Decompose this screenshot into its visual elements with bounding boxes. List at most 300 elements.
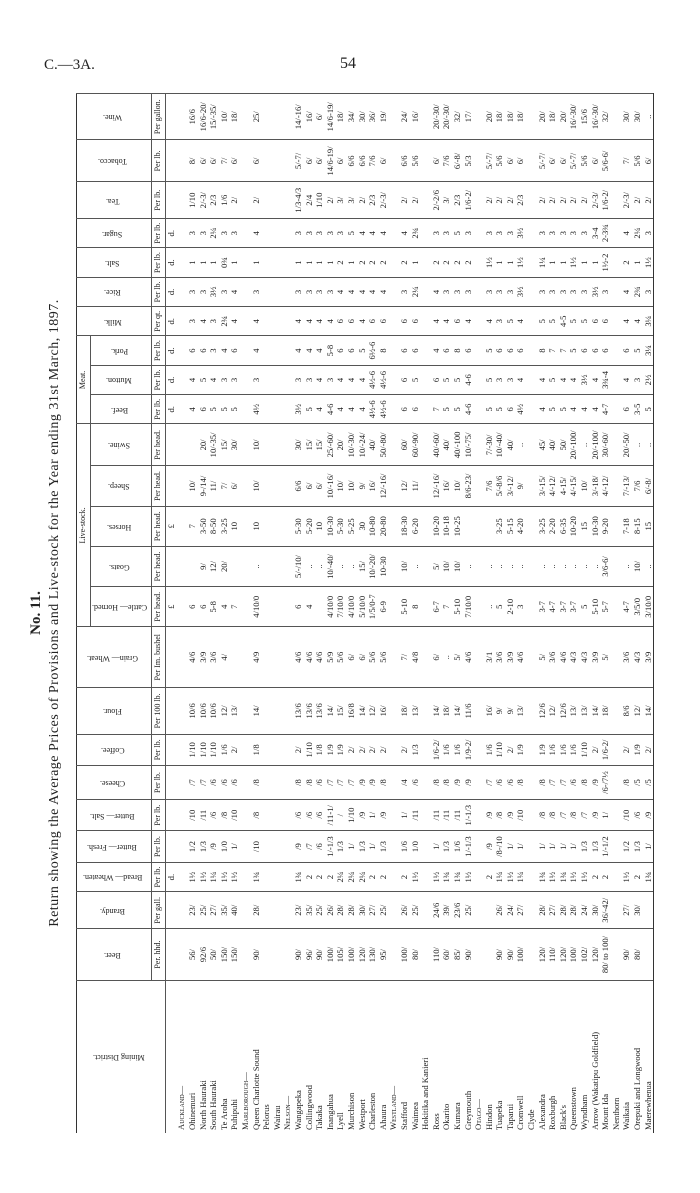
cell-flour: 13/6 [314, 688, 325, 735]
cell-tea: 2/-3/ [378, 182, 389, 219]
cell-beer: 102/ [579, 929, 590, 981]
cell-tobacco: 7/6 [367, 140, 378, 182]
unit-flour: Per 100 lb. [152, 688, 166, 735]
cell-tobacco: 5/6 [579, 140, 590, 182]
cell-flour: 9/ [505, 688, 516, 735]
cell-butter_salt [526, 800, 537, 831]
cell-butter_salt [272, 800, 283, 831]
cell-cattle: 8 [410, 587, 421, 627]
district-name: Greymouth [463, 981, 474, 1134]
cell-swine: 10/-75/ [463, 424, 474, 466]
cell-tobacco: 5/6 [632, 140, 643, 182]
header-sheep-label: Sheep. [108, 482, 130, 492]
cell-mutton: 4 [590, 365, 601, 394]
cell-empty [282, 424, 293, 466]
cell-wine: 19/ [378, 94, 389, 140]
cell-sugar: 2¾ [410, 219, 421, 248]
unit-horses: Per head. [152, 506, 166, 546]
cell-empty [388, 94, 399, 140]
cell-tea: 2/ [505, 182, 516, 219]
cell-cheese: /9 [463, 766, 474, 800]
cell-rice: 3 [452, 277, 463, 306]
cell-coffee: 1/6 [219, 734, 230, 765]
unit-sugar: Per lb. [152, 219, 166, 248]
cell-butter_fresh: 1/3 [579, 831, 590, 862]
cell-swine: 20/-50/ [621, 424, 632, 466]
header-pork [90, 336, 152, 365]
cell-mutton [261, 365, 272, 394]
table-row [399, 94, 410, 1134]
cell-milk: 4 [357, 307, 368, 336]
cell-flour: 10/6 [208, 688, 219, 735]
cell-brandy: 28/ [558, 892, 569, 929]
cell-coffee: 2/ [229, 734, 240, 765]
cell-empty [176, 94, 187, 140]
cell-empty [388, 831, 399, 862]
cell-tobacco: 6/ [643, 140, 654, 182]
cell-wine: 16/ [304, 94, 315, 140]
cell-salt: 2 [463, 248, 474, 277]
cell-flour: 12/ [219, 688, 230, 735]
cell-butter_fresh: 1/2 [187, 831, 198, 862]
cell-bread: 1½ [198, 862, 209, 892]
header-bread-label: Bread— Wheaten. [82, 873, 143, 883]
cell-empty [282, 277, 293, 306]
cell-rice: 3 [547, 277, 558, 306]
cell-bread [272, 862, 283, 892]
region-row [388, 94, 399, 1134]
cell-coffee: 2/ [346, 734, 357, 765]
cell-empty [473, 862, 484, 892]
cell-beer: 120/ [590, 929, 601, 981]
header-brandy-label: Brandy. [99, 906, 125, 916]
cell-tobacco: 6/ [590, 140, 601, 182]
unit-butter_salt: Per lb. [152, 800, 166, 831]
cell-flour: 12/6 [537, 688, 548, 735]
cell-butter_fresh: 1/-1/3 [463, 831, 474, 862]
cell-sheep: 4/-12/ [547, 466, 558, 506]
cell-swine: 40/ [547, 424, 558, 466]
unit-rice: Per lb. [152, 277, 166, 306]
cell-mutton [420, 365, 431, 394]
cell-mutton: 3 [505, 365, 516, 394]
cell-pork [611, 336, 622, 365]
cell-beer: 100/ [568, 929, 579, 981]
table-row [410, 94, 421, 1134]
cell-pork: 6½-6 [367, 336, 378, 365]
cell-salt [261, 248, 272, 277]
cell-cheese: /6 [219, 766, 230, 800]
district-name: North Hauraki [198, 981, 209, 1134]
cell-horses [261, 506, 272, 546]
cell-brandy: 28/ [568, 892, 579, 929]
table-row [261, 94, 272, 1134]
cell-salt: 2 [335, 248, 346, 277]
cell-grain [611, 627, 622, 688]
cell-empty [388, 395, 399, 424]
cell-pork: 6 [579, 336, 590, 365]
cell-grain: 3/6 [494, 627, 505, 688]
cell-flour: 14/ [251, 688, 262, 735]
cell-cheese: /9 [452, 766, 463, 800]
cell-flour: 13/6 [293, 688, 304, 735]
cell-swine: 15/ [314, 424, 325, 466]
cell-salt: 0¾ [219, 248, 230, 277]
cell-beef: 4 [346, 395, 357, 424]
cell-cheese: /6 [410, 766, 421, 800]
cell-wine: 16/-30/ [590, 94, 601, 140]
cell-flour: 10/6 [198, 688, 209, 735]
cell-flour: 16/8 [346, 688, 357, 735]
cell-coffee: 1/6 [452, 734, 463, 765]
cell-empty [282, 800, 293, 831]
cell-horses: 15 [643, 506, 654, 546]
cell-flour: 18/ [600, 688, 611, 735]
cell-milk: 5 [547, 307, 558, 336]
cell-grain [261, 627, 272, 688]
cell-empty [473, 929, 484, 981]
cell-pork: 5 [357, 336, 368, 365]
cell-grain: 4/3 [579, 627, 590, 688]
cell-butter_salt: /7 [579, 800, 590, 831]
cell-flour [611, 688, 622, 735]
region-name: Auckland— [176, 981, 187, 1134]
cell-coffee: 2/ [505, 734, 516, 765]
cell-cattle: 6-7 [431, 587, 442, 627]
cell-empty [473, 766, 484, 800]
cell-flour [272, 688, 283, 735]
cell-salt: 1 [187, 248, 198, 277]
cell-cattle: 3/10/0 [643, 587, 654, 627]
cell-butter_fresh [272, 831, 283, 862]
cell-flour [420, 688, 431, 735]
cell-goats [526, 546, 537, 586]
cell-brandy: 27/ [621, 892, 632, 929]
cell-grain: 4/6 [187, 627, 198, 688]
table-title: Return showing the Average Prices of Provisions and Live-stock for the Year ending 31st March, 1897. [47, 299, 62, 927]
cell-swine: 10/ [251, 424, 262, 466]
cell-goats: .. [484, 546, 495, 586]
cell-grain: 4/6 [463, 627, 474, 688]
table-row [314, 94, 325, 1134]
cell-sheep: 7/ [219, 466, 230, 506]
cell-brandy: 24/ [505, 892, 516, 929]
cell-tea: 1/6-2/ [463, 182, 474, 219]
cell-flour: 8/6 [621, 688, 632, 735]
cell-flour [526, 688, 537, 735]
cell-beer: 150/ [229, 929, 240, 981]
cell-sugar: 3 [484, 219, 495, 248]
cell-empty [388, 182, 399, 219]
cell-coffee: 1/9-2/ [463, 734, 474, 765]
cell-butter_salt: 1/ [600, 800, 611, 831]
cell-beef: 5 [208, 395, 219, 424]
cell-butter_fresh: 1/ [568, 831, 579, 862]
cell-horses: 5-30 [335, 506, 346, 546]
cell-empty [388, 336, 399, 365]
cell-goats: .. [515, 546, 526, 586]
table-row [643, 94, 654, 1134]
cell-goats: 20/ [219, 546, 230, 586]
cell-mutton: 4 [621, 365, 632, 394]
cell-beer: 80/ to 100/ [600, 929, 611, 981]
district-name: Taparui [505, 981, 516, 1134]
cell-cheese [272, 766, 283, 800]
cell-sugar: 3 [643, 219, 654, 248]
cell-mutton [272, 365, 283, 394]
cell-flour: 14/ [357, 688, 368, 735]
cell-sugar: 4 [357, 219, 368, 248]
unit-tea: Per lb. [152, 182, 166, 219]
cell-coffee: 1/10 [208, 734, 219, 765]
cell-butter_fresh: 1/ [558, 831, 569, 862]
prefix-bread: d. [165, 862, 176, 892]
cell-pork: 6 [600, 336, 611, 365]
cell-butter_fresh: 1/ [505, 831, 516, 862]
cell-salt: 1 [558, 248, 569, 277]
cell-butter_fresh: 1/ [515, 831, 526, 862]
cell-beer: 92/6 [198, 929, 209, 981]
cell-sheep: 10/-16/ [325, 466, 336, 506]
cell-empty [176, 688, 187, 735]
cell-wine: 16/6-20/ [198, 94, 209, 140]
cell-wine: 30/ [632, 94, 643, 140]
cell-grain [272, 627, 283, 688]
cell-wine: 6/ [314, 94, 325, 140]
cell-wine: 18/ [505, 94, 516, 140]
cell-flour: 15/ [335, 688, 346, 735]
cell-brandy: 27/ [208, 892, 219, 929]
cell-beer: 56/ [187, 929, 198, 981]
header-cattle [90, 587, 152, 627]
cell-sheep [611, 466, 622, 506]
cell-brandy: 25/ [378, 892, 389, 929]
cell-empty [176, 546, 187, 586]
cell-horses: 10-80 [367, 506, 378, 546]
cell-beer: 60/ [441, 929, 452, 981]
cell-beer: 85/ [452, 929, 463, 981]
cell-goats: .. [547, 546, 558, 586]
cell-pork: 6 [410, 336, 421, 365]
cell-swine: 20/-100/ [590, 424, 601, 466]
cell-brandy: 26/ [494, 892, 505, 929]
cell-cheese: /6 [568, 766, 579, 800]
cell-empty [240, 862, 251, 892]
unit-pork: Per lb. [152, 336, 166, 365]
cell-mutton: 5 [441, 365, 452, 394]
cell-tobacco: 7/ [219, 140, 230, 182]
table-row [568, 94, 579, 1134]
cell-sheep: 7/6 [484, 466, 495, 506]
cell-milk: 2¾ [219, 307, 230, 336]
header-tobacco-label: Tobacco. [97, 157, 127, 167]
cell-pork: 6 [441, 336, 452, 365]
cell-butter_salt: /8 [251, 800, 262, 831]
cell-sugar: 2¼ [632, 219, 643, 248]
unit-bread: Per lb. [152, 862, 166, 892]
cell-milk [261, 307, 272, 336]
cell-beer: 95/ [378, 929, 389, 981]
cell-butter_salt: /11 [452, 800, 463, 831]
cell-rice: 2¾ [632, 277, 643, 306]
cell-swine: 20/ [198, 424, 209, 466]
cell-bread: 2 [484, 862, 495, 892]
cell-sheep: 8/6-23/ [463, 466, 474, 506]
cell-sugar: 3 [325, 219, 336, 248]
cell-pork: 3 [208, 336, 219, 365]
cell-butter_salt: /7 [558, 800, 569, 831]
prefix-beer [165, 929, 176, 981]
cell-sugar: 3 [304, 219, 315, 248]
cell-beef: 4 [568, 395, 579, 424]
cell-pork: 6 [621, 336, 632, 365]
cell-beef: 4½ [515, 395, 526, 424]
header-flour [77, 688, 152, 735]
table-row [304, 94, 315, 1134]
header-coffee-label: Coffee. [100, 746, 125, 756]
cell-flour: 13/ [410, 688, 421, 735]
cell-empty [282, 182, 293, 219]
district-name: Stafford [399, 981, 410, 1134]
cell-butter_fresh: 1/3 [632, 831, 643, 862]
cell-tea: 2/ [251, 182, 262, 219]
table-row [590, 94, 601, 1134]
table-row [558, 94, 569, 1134]
cell-sugar: 5 [346, 219, 357, 248]
cell-empty [388, 800, 399, 831]
cell-milk [611, 307, 622, 336]
unit-butter_fresh: Per lb. [152, 831, 166, 862]
cell-cattle [272, 587, 283, 627]
cell-rice: 3 [399, 277, 410, 306]
cell-sheep: 9-/14/ [198, 466, 209, 506]
cell-milk: 3¼ [643, 307, 654, 336]
cell-bread: 2 [325, 862, 336, 892]
cell-salt: 1 [304, 248, 315, 277]
cell-cattle: 7/10/0 [463, 587, 474, 627]
cell-goats: .. [346, 546, 357, 586]
district-name: Ohinemuri [187, 981, 198, 1134]
cell-beer: 120/ [537, 929, 548, 981]
prefix-milk: d. [165, 307, 176, 336]
cell-empty [240, 336, 251, 365]
cell-mutton: 3 [219, 365, 230, 394]
cell-butter_fresh: 1/-1/2 [600, 831, 611, 862]
cell-swine: 50/ [558, 424, 569, 466]
cell-butter_salt: 1/-1/3 [463, 800, 474, 831]
header-cattle-label: Cattle— Horned. [91, 603, 147, 613]
cell-tea: 2/3 [515, 182, 526, 219]
district-name: Murchison [346, 981, 357, 1134]
cell-sugar: 5 [452, 219, 463, 248]
cell-salt: 2 [452, 248, 463, 277]
cell-tea: 3/ [335, 182, 346, 219]
cell-tea: 1/6-2/ [600, 182, 611, 219]
cell-sheep: 3/-18/ [590, 466, 601, 506]
cell-sheep: 7/6 [632, 466, 643, 506]
cell-beef: 4 [537, 395, 548, 424]
cell-sheep: 10/ [335, 466, 346, 506]
cell-beer: 90/ [314, 929, 325, 981]
district-name: Orepuki and Longwood [632, 981, 643, 1134]
cell-cattle: 5 [494, 587, 505, 627]
cell-swine: 10/-35/ [208, 424, 219, 466]
cell-wine [261, 94, 272, 140]
cell-cheese: /8 [378, 766, 389, 800]
cell-salt: 1 [590, 248, 601, 277]
cell-brandy [272, 892, 283, 929]
cell-wine [526, 94, 537, 140]
cell-brandy: 35/ [219, 892, 230, 929]
cell-butter_fresh: /7 [304, 831, 315, 862]
cell-salt: 1 [547, 248, 558, 277]
cell-tea: 2/3 [208, 182, 219, 219]
cell-butter_salt [611, 800, 622, 831]
cell-salt: 1 [293, 248, 304, 277]
cell-grain: 4/6 [515, 627, 526, 688]
prefix-butter_fresh [165, 831, 176, 862]
cell-bread: 1½ [579, 862, 590, 892]
cell-rice: 3 [600, 277, 611, 306]
table-row [357, 94, 368, 1134]
cell-brandy: 28/ [346, 892, 357, 929]
cell-butter_fresh: /9 [293, 831, 304, 862]
cell-sugar: 4 [367, 219, 378, 248]
cell-rice: 3 [314, 277, 325, 306]
cell-butter_salt: /9 [357, 800, 368, 831]
cell-horses: 5-20 [304, 506, 315, 546]
cell-wine: 20/-30/ [441, 94, 452, 140]
cell-tobacco [420, 140, 431, 182]
district-name: Ross [431, 981, 442, 1134]
cell-empty [240, 929, 251, 981]
cell-tobacco: 6/ [208, 140, 219, 182]
cell-cheese: /4 [399, 766, 410, 800]
cell-pork: 4 [314, 336, 325, 365]
cell-brandy: 39/ [441, 892, 452, 929]
cell-coffee: 1/10 [494, 734, 505, 765]
cell-coffee: 1/10 [187, 734, 198, 765]
cell-mutton [526, 365, 537, 394]
cell-cattle [314, 587, 325, 627]
cell-rice: 3 [558, 277, 569, 306]
cell-empty [473, 587, 484, 627]
cell-horses: 3-25 [219, 506, 230, 546]
cell-goats: 10-30 [378, 546, 389, 586]
cell-empty [240, 365, 251, 394]
cell-coffee: 1/9 [537, 734, 548, 765]
cell-cheese: /5 [632, 766, 643, 800]
cell-grain: 3/6 [547, 627, 558, 688]
cell-rice [526, 277, 537, 306]
cell-coffee: 2/ [590, 734, 601, 765]
cell-goats: .. [579, 546, 590, 586]
table-row [526, 94, 537, 1134]
cell-flour: 12/ [547, 688, 558, 735]
cell-beef: 5 [558, 395, 569, 424]
cell-empty [473, 424, 484, 466]
cell-sheep: 6/ [229, 466, 240, 506]
cell-grain [526, 627, 537, 688]
cell-butter_salt: 1/ [367, 800, 378, 831]
cell-salt: 1 [198, 248, 209, 277]
cell-empty [240, 506, 251, 546]
prefix-tobacco [165, 140, 176, 182]
cell-bread: 1¾ [251, 862, 262, 892]
cell-brandy: 30/ [357, 892, 368, 929]
cell-tea [611, 182, 622, 219]
cell-sugar: 3-4 [590, 219, 601, 248]
